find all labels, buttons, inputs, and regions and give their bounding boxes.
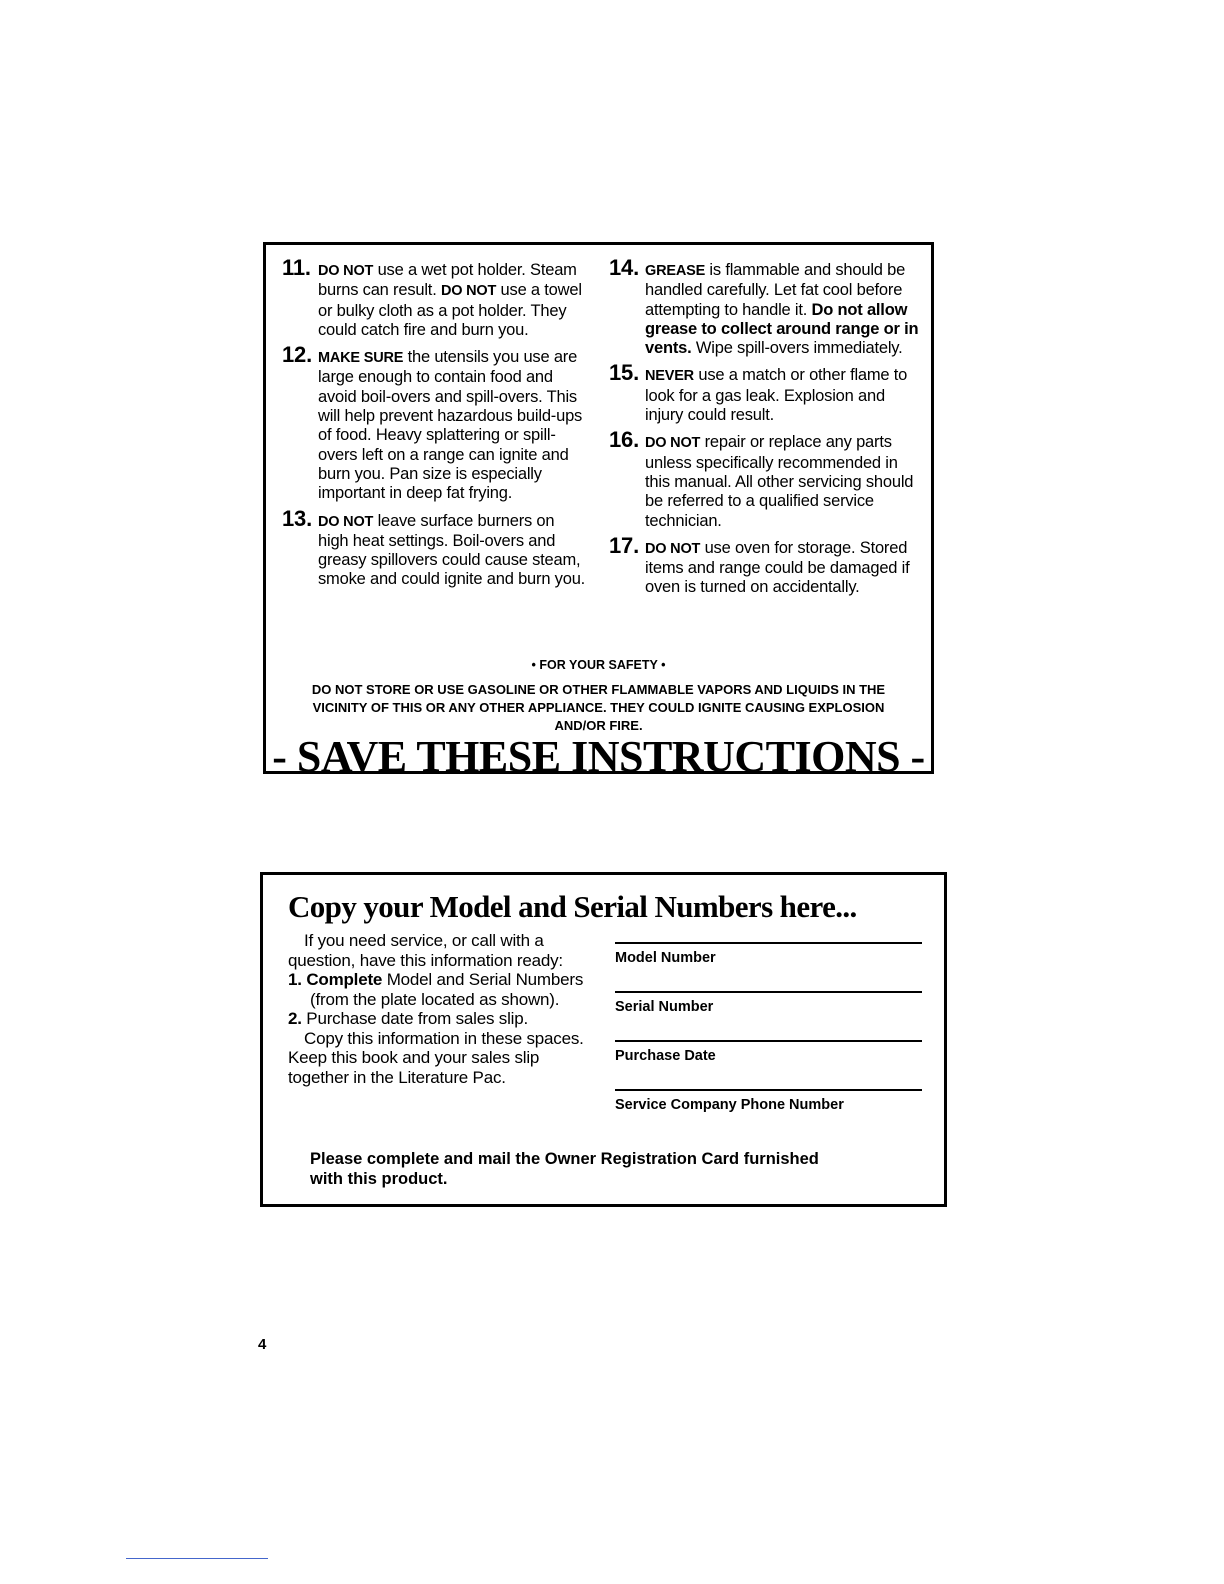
item-number: 16.: [609, 427, 639, 453]
outro-text: Copy this information in these spaces. Keep this book and your sales slip together in the Literature Pac.: [288, 1028, 584, 1087]
item-text: use oven for storage. Stored items and range could be damaged if oven is turned on accidentally.: [645, 538, 910, 597]
step-number: 1.: [288, 970, 302, 989]
safety-item-17: [609, 532, 925, 598]
registration-text: Please complete and mail the Owner Registration Card furnished with this product.: [310, 1150, 819, 1188]
item-text: Wipe spill-overs immediately.: [691, 339, 903, 358]
item-number: 15.: [609, 360, 639, 386]
step-bold: Complete: [306, 970, 383, 989]
item-number: 17.: [609, 532, 639, 558]
copy-title: Copy your Model and Serial Numbers here...: [288, 889, 857, 924]
item-bold: Do not allow grease to collect around range or in vents.: [645, 300, 919, 358]
registration-note: [288, 1150, 830, 1189]
item-text: repair or replace any parts unless specifically recommended in this manual. All other servicing should be referred to a qualified service technician.: [645, 433, 914, 530]
item-lead: NEVER: [645, 368, 694, 385]
model-number-field[interactable]: Model Number: [615, 942, 922, 989]
item-bold: DO NOT: [440, 283, 497, 300]
item-text: the utensils you use are large enough to contain food and avoid boil-overs and spill-overs. This will help prevent hazardous build-ups of food. Heavy splattering or spill-overs left on a range can ignite and burn you. Pan size is especially important in deep fat frying.: [318, 348, 583, 503]
item-number: 14.: [609, 255, 639, 280]
purchase-date-field[interactable]: Purchase Date: [615, 1040, 922, 1087]
serial-number-field[interactable]: Serial Number: [615, 991, 922, 1038]
info-fields: [615, 942, 922, 1138]
item-text: use a wet pot holder. Steam burns can result.: [318, 261, 577, 300]
left-column: [282, 255, 587, 598]
step-text: Model and Serial Numbers (from the plate located as shown).: [310, 970, 584, 1009]
safety-instructions-box: [263, 242, 934, 781]
item-lead: DO NOT: [645, 540, 701, 557]
page-number: 4: [258, 1336, 267, 1353]
safety-item-12: [282, 342, 587, 503]
safety-heading: • FOR YOUR SAFETY •: [531, 658, 666, 672]
item-lead: MAKE SURE: [318, 350, 404, 367]
safety-item-11: [282, 255, 587, 340]
item-lead: DO NOT: [645, 435, 701, 452]
safety-item-15: [609, 360, 925, 425]
item-lead: DO NOT: [318, 263, 374, 279]
item-lead: GREASE: [645, 263, 706, 279]
safety-item-16: [609, 427, 925, 530]
safety-item-13: [282, 505, 587, 590]
step-2: [288, 1009, 593, 1029]
item-number: 11.: [282, 255, 311, 280]
step-text: Purchase date from sales slip.: [301, 1009, 529, 1028]
step-1: [288, 970, 593, 1009]
item-number: 12.: [282, 342, 312, 368]
item-text: use a towel or bulky cloth as a pot holder. They could catch fire and burn you.: [318, 281, 582, 339]
item-number: 13.: [282, 505, 312, 531]
save-instructions-banner: - SAVE THESE INSTRUCTIONS -: [272, 732, 925, 781]
footer-divider: [126, 1558, 268, 1559]
item-text: is flammable and should be handled carefully. Let fat cool before attempting to handle it.: [645, 261, 906, 319]
item-text: use a match or other flame to look for a gas leak. Explosion and injury could result.: [645, 366, 908, 425]
item-text: leave surface burners on high heat settings. Boil-overs and greasy spillovers could cause steam, smoke and could ignite and burn you.: [318, 511, 586, 589]
intro-text: If you need service, or call with a question, have this information ready:: [288, 931, 563, 970]
right-column: [609, 255, 925, 606]
model-serial-box: [260, 872, 947, 1207]
item-lead: DO NOT: [318, 513, 374, 530]
service-phone-field[interactable]: Service Company Phone Number: [615, 1089, 922, 1136]
flammable-warning: DO NOT STORE OR USE GASOLINE OR OTHER FLAMMABLE VAPORS AND LIQUIDS IN THE VICINITY OF THIS OR ANY OTHER APPLIANCE. THEY COULD IGNITE CAUSING EXPLOSION AND/OR FIRE.: [311, 682, 886, 733]
safety-item-14: [609, 255, 925, 358]
step-number: 2.: [288, 1009, 302, 1028]
copy-instructions: [288, 931, 593, 1087]
